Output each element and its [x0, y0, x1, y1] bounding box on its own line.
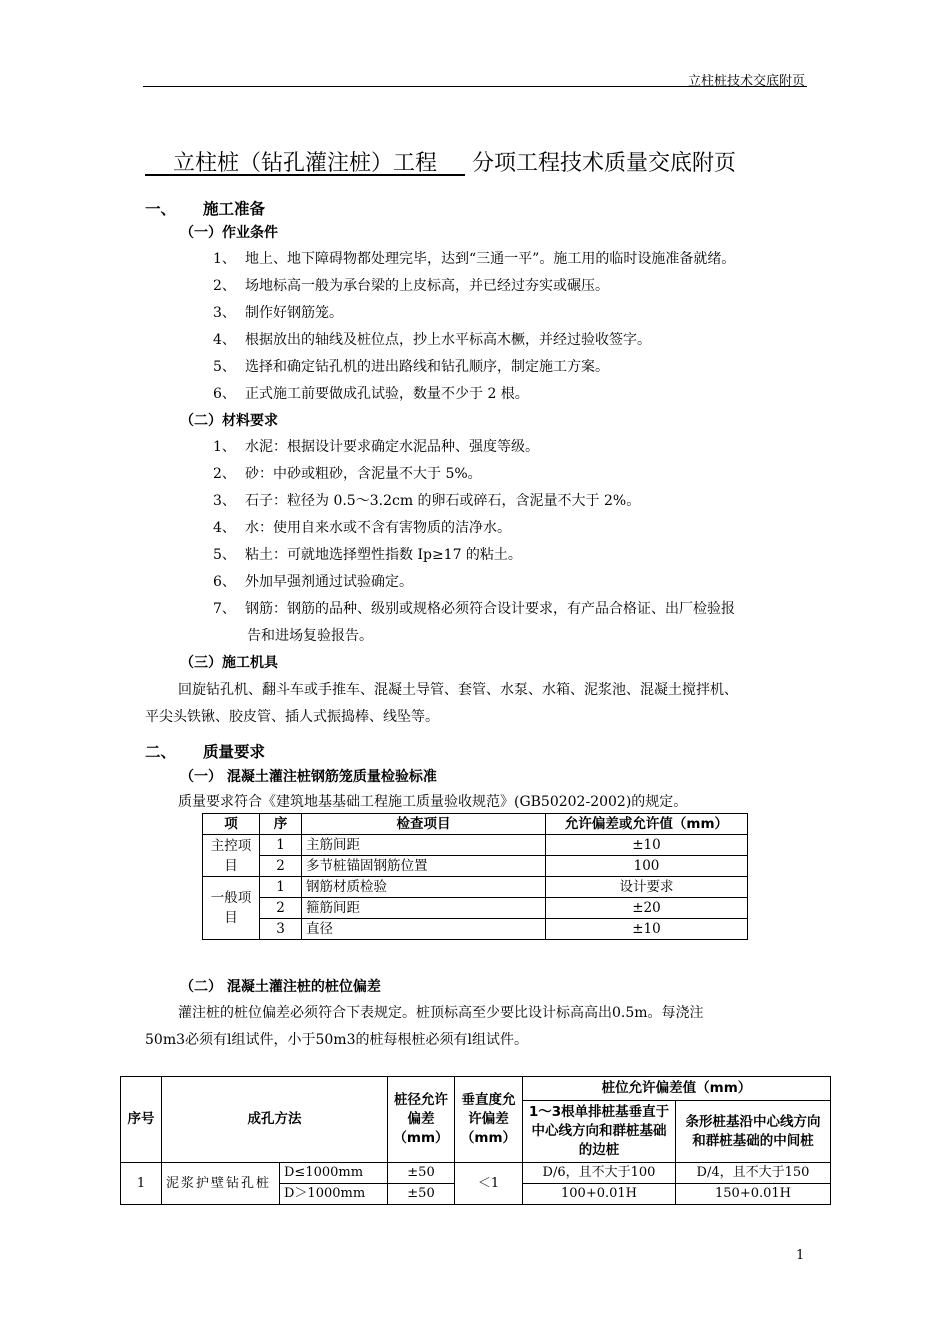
list-item: 5、 粘土：可就地选择塑性指数 Ip≥17 的粘土。 — [213, 547, 522, 563]
title-project: 立柱桩（钻孔灌注桩）工程 — [172, 151, 437, 176]
table-header: 允许偏差或允许值（mm） — [546, 814, 748, 835]
cage-standard-intro: 质量要求符合《建筑地基基础工程施工质量验收规范》(GB50202-2002)的规定。 — [178, 794, 688, 810]
section-heading-2: 二、 质量要求 — [145, 743, 266, 761]
table-row: 2 箍筋间距 ±20 — [203, 898, 748, 919]
table-header: 序号 — [121, 1077, 162, 1163]
subheading-equipment: （三）施工机具 — [180, 655, 278, 671]
section-heading-1: 一、 施工准备 — [145, 200, 266, 218]
table-header: 项 — [203, 814, 260, 835]
table-header: 条形桩基沿中心线方向和群桩基础的中间桩 — [676, 1101, 831, 1163]
title-rest: 分项工程技术质量交底附页 — [471, 151, 736, 176]
list-item: 6、 正式施工前要做成孔试验，数量不少于 2 根。 — [213, 386, 529, 402]
deviation-line-1: 灌注桩的桩位偏差必须符合下表规定。桩顶标高至少要比设计标高高出0.5m。每浇注 — [178, 1005, 704, 1021]
equipment-line-2: 平尖头铁锹、胶皮管、插人式振捣棒、线坠等。 — [145, 709, 439, 725]
table-header: 检查项目 — [302, 814, 546, 835]
table-header: 序 — [260, 814, 302, 835]
list-item: 4、 根据放出的轴线及桩位点，抄上水平标高木橛，并经过验收签字。 — [213, 332, 651, 348]
table-row: D＞1000mm ±50 100+0.01H 150+0.01H — [121, 1184, 831, 1205]
list-item: 6、 外加早强剂通过试验确定。 — [213, 574, 413, 590]
table-row: 3 直径 ±10 — [203, 919, 748, 940]
table-header: 1～3根单排桩基垂直于中心线方向和群桩基础的边桩 — [523, 1101, 676, 1163]
list-item: 3、 制作好钢筋笼。 — [213, 305, 343, 321]
page-title — [145, 146, 805, 177]
table-row: 1 泥浆护壁钻孔桩 D≤1000mm ±50 ＜1 D/6，且不大于100 D/4，且不大于150 — [121, 1163, 831, 1184]
list-item-continuation: 告和进场复验报告。 — [247, 628, 373, 644]
list-item: 4、 水：使用自来水或不含有害物质的洁净水。 — [213, 520, 511, 536]
table-header: 垂直度允许偏差（mm） — [455, 1077, 523, 1163]
table-header: 桩位允许偏差值（mm） — [523, 1077, 831, 1101]
table-row: 2 多节桩锚固钢筋位置 100 — [203, 856, 748, 877]
running-header: 立柱桩技术交底附页 — [687, 74, 805, 89]
group-cell: 主控项目 — [203, 835, 260, 877]
subheading-materials: （二）材料要求 — [180, 413, 278, 429]
table-header: 桩径允许偏差（mm） — [388, 1077, 455, 1163]
cage-quality-table — [202, 813, 748, 940]
list-item: 1、 地上、地下障碍物都处理完毕，达到“三通一平”。施工用的临时设施准备就绪。 — [213, 251, 736, 267]
table-row: 一般项目 1 钢筋材质检验 设计要求 — [203, 877, 748, 898]
list-item: 2、 场地标高一般为承台梁的上皮标高，并已经过夯实或碾压。 — [213, 278, 609, 294]
list-item: 5、 选择和确定钻孔机的进出路线和钻孔顺序，制定施工方案。 — [213, 359, 609, 375]
table-row: 主控项目 1 主筋间距 ±10 — [203, 835, 748, 856]
subheading-pile-deviation: （二） 混凝土灌注桩的桩位偏差 — [180, 979, 381, 995]
list-item: 7、 钢筋：钢筋的品种、级别或规格必须符合设计要求，有产品合格证、出厂检验报 — [213, 601, 735, 617]
deviation-line-2: 50m3必须有l组试件，小于50m3的桩每根桩必须有l组试件。 — [145, 1032, 528, 1048]
subheading-work-conditions: （一）作业条件 — [180, 225, 278, 241]
subheading-cage-standard: （一） 混凝土灌注桩钢筋笼质量检验标准 — [180, 769, 437, 785]
header-rule — [143, 86, 807, 87]
page-number: 1 — [796, 1248, 805, 1263]
list-item: 1、 水泥：根据设计要求确定水泥品种、强度等级。 — [213, 439, 539, 455]
list-item: 3、 石子：粒径为 0.5～3.2cm 的卵石或碎石，含泥量不大于 2%。 — [213, 493, 641, 509]
group-cell: 一般项目 — [203, 877, 260, 940]
list-item: 2、 砂：中砂或粗砂，含泥量不大于 5%。 — [213, 466, 482, 482]
table-header: 成孔方法 — [162, 1077, 388, 1163]
equipment-line-1: 回旋钻孔机、翻斗车或手推车、混凝土导管、套管、水泵、水箱、泥浆池、混凝土搅拌机、 — [178, 682, 738, 698]
pile-deviation-table — [120, 1076, 831, 1205]
